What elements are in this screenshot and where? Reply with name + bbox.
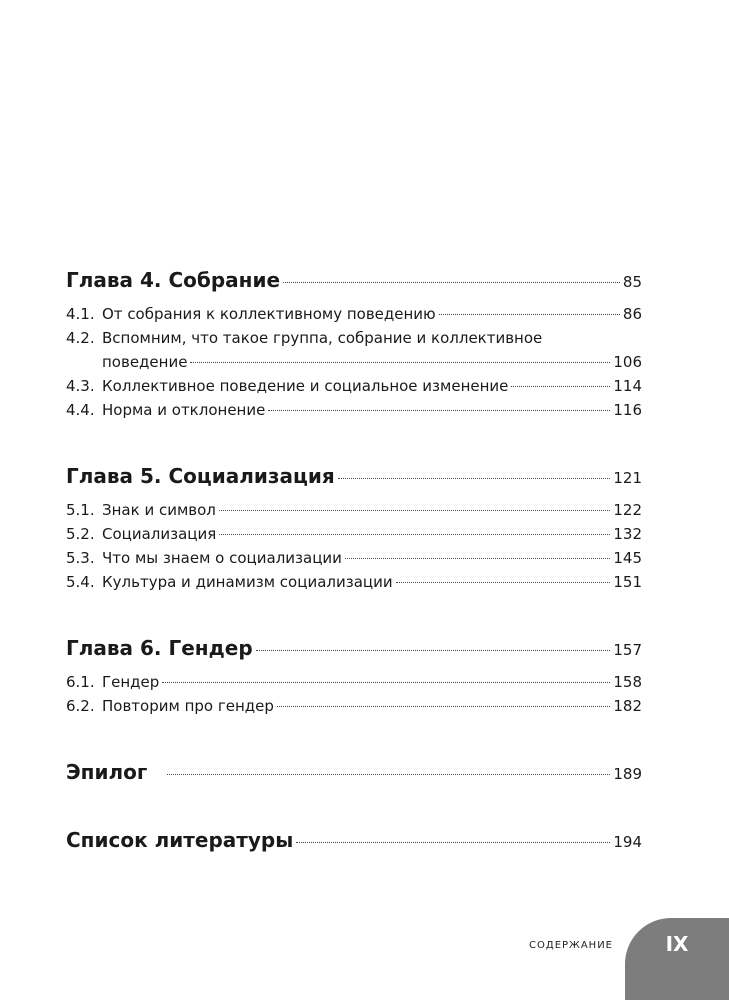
chapter-title: Глава 5. Социализация	[66, 464, 335, 488]
dot-leader	[396, 582, 611, 583]
page-number: 182	[613, 697, 642, 715]
chapter-6	[66, 634, 642, 718]
bibliography-entry[interactable]	[66, 826, 642, 856]
page-number: 114	[613, 377, 642, 395]
toc-entry[interactable]	[66, 546, 642, 570]
toc-entry[interactable]	[66, 694, 642, 718]
section-title: Что мы знаем о социализации	[102, 549, 342, 567]
page-number: 151	[613, 573, 642, 591]
dot-leader	[219, 510, 610, 511]
toc-entry[interactable]	[66, 398, 642, 422]
toc-entry[interactable]	[66, 302, 642, 326]
section-number: 4.2.	[66, 329, 95, 347]
running-footer: СОДЕРЖАНИЕ	[529, 940, 613, 951]
toc-entry[interactable]	[66, 498, 642, 522]
dot-leader	[511, 386, 610, 387]
dot-leader	[296, 842, 610, 843]
section-title: Повторим про гендер	[102, 697, 274, 715]
table-of-contents	[66, 266, 642, 856]
page-number: 121	[613, 469, 642, 487]
section-number: 5.1.	[66, 501, 95, 519]
dot-leader	[338, 478, 611, 479]
section-number: 4.4.	[66, 401, 95, 419]
dot-leader	[345, 558, 610, 559]
section-title: Вспомним, что такое группа, собрание и коллективное	[102, 329, 543, 347]
dot-leader	[283, 282, 620, 283]
dot-leader	[439, 314, 620, 315]
page-number-tab	[625, 918, 729, 1000]
page-number: 132	[613, 525, 642, 543]
section-number: 5.3.	[66, 549, 95, 567]
section-title: Норма и отклонение	[102, 401, 266, 419]
section-number: 6.2.	[66, 697, 95, 715]
toc-entry[interactable]	[66, 374, 642, 398]
section-title: Гендер	[102, 673, 160, 691]
section-title: Культура и динамизм социализации	[102, 573, 393, 591]
page-number: 158	[613, 673, 642, 691]
chapter-heading[interactable]	[66, 462, 642, 492]
dot-leader	[256, 650, 611, 651]
epilog-title: Эпилог	[66, 760, 148, 784]
toc-entry[interactable]	[66, 570, 642, 594]
page-number: 85	[622, 273, 642, 291]
chapter-5	[66, 462, 642, 594]
section-title-continued: поведение	[102, 353, 188, 371]
chapter-title: Глава 6. Гендер	[66, 636, 253, 660]
section-number: 6.1.	[66, 673, 95, 691]
page-number: 106	[613, 353, 642, 371]
section-title: Коллективное поведение и социальное изменение	[102, 377, 509, 395]
dot-leader	[277, 706, 610, 707]
toc-entry[interactable]	[66, 670, 642, 694]
dot-leader	[162, 682, 610, 683]
section-title: Социализация	[102, 525, 217, 543]
page-number: 194	[613, 833, 642, 851]
dot-leader	[167, 774, 610, 775]
page-number: 116	[613, 401, 642, 419]
section-number: 5.4.	[66, 573, 95, 591]
page-number: 122	[613, 501, 642, 519]
page-number: 145	[613, 549, 642, 567]
dot-leader	[268, 410, 610, 411]
epilog-entry[interactable]	[66, 758, 642, 788]
toc-entry[interactable]	[66, 522, 642, 546]
back-matter	[66, 758, 642, 856]
page-number: 86	[622, 305, 642, 323]
chapter-title: Глава 4. Собрание	[66, 268, 281, 292]
section-number: 4.3.	[66, 377, 95, 395]
chapter-heading[interactable]	[66, 634, 642, 664]
dot-leader	[190, 362, 610, 363]
page-number: 157	[613, 641, 642, 659]
dot-leader	[219, 534, 610, 535]
section-number: 5.2.	[66, 525, 95, 543]
folio: IX	[665, 932, 689, 956]
page-number: 189	[613, 765, 642, 783]
section-number: 4.1.	[66, 305, 95, 323]
bibliography-title: Список литературы	[66, 828, 294, 852]
chapter-heading[interactable]	[66, 266, 642, 296]
section-title: От собрания к коллективному поведению	[102, 305, 436, 323]
chapter-4	[66, 266, 642, 422]
section-title: Знак и символ	[102, 501, 216, 519]
toc-entry[interactable]	[66, 326, 642, 374]
